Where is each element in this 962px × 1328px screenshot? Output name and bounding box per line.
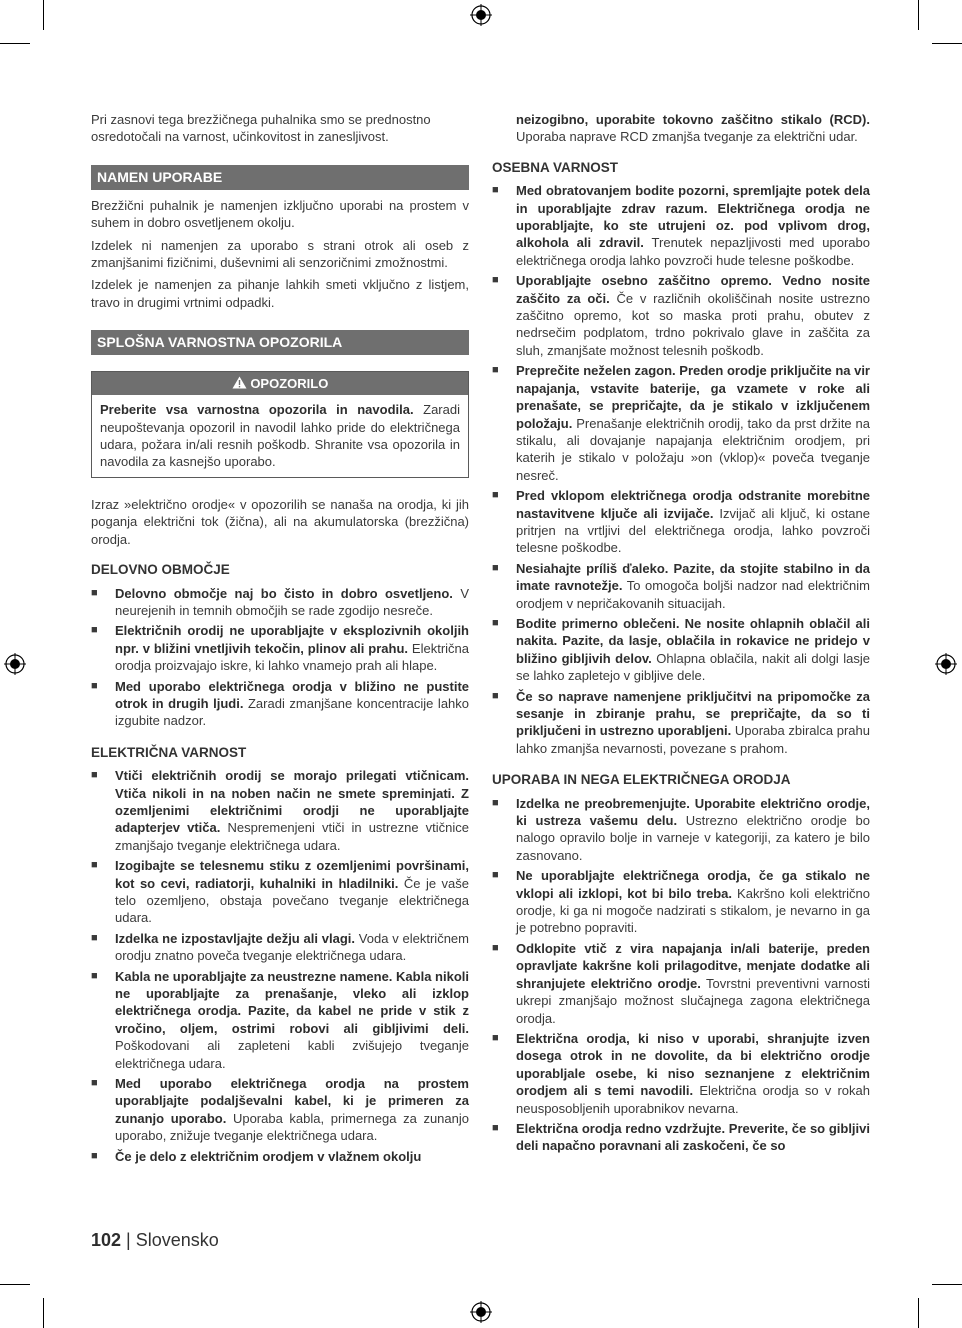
bullet-icon: ■ [492,489,499,502]
continued-text: neizogibno, uporabite tokovno zaščitno stikalo (RCD). Uporaba naprave RCD zmanjša tveganje za električni udar. [516,112,870,145]
osebna-list [492,182,870,757]
namen-paragraph: Izdelek ni namenjen za uporabo s strani otrok ali oseb z zmanjšanimi fizičnimi, duševnimi ali senzoričnimi zmožnostmi. [91,237,469,271]
bullet-icon: ■ [492,184,499,197]
bullet-icon: ■ [91,859,98,872]
bullet-icon: ■ [492,274,499,287]
bullet-icon: ■ [91,624,98,637]
bullet-icon: ■ [91,931,98,944]
list-item: ■ Izdelka ne preobremenjujte. Uporabite električno orodje, ki ustreza vašemu delu. Ustrezno električno orodje bo nalogo opravilo bolje in varneje v kategoriji, za katero je bilo zasnovano. [492,795,871,863]
list-item: ■ Pred vklopom električnega orodja odstranite morebitne nastavitvene ključe ali izvijače. Izvijač ali ključ, ki ostane pritrjen na vrtljivi del električnega orodja, lahko povzroči telesne poškodbe. [492,488,870,556]
registration-mark-icon [470,1301,492,1323]
bullet-icon: ■ [91,769,98,782]
warning-body [92,395,468,477]
registration-mark-icon [470,4,492,26]
namen-paragraph: Izdelek je namenjen za pihanje lahkih smeti vključno z listjem, travo in drugimi vrtnimi odpadki. [91,277,469,310]
list-item: ■ Kabla ne uporabljajte za neustrezne namene. Kabla nikoli ne uporabljajte za prenašanje, vleko ali izklop električnega orodja. Pazite, da kabel ne pride v stik z vročino, oljem, ostrimi robovi ali gibljivimi deli. Poškodovani ali zapleteni kabli zvišujejo tveganje električnega udara. [91,968,469,1071]
list-item: ■ Preprečite neželen zagon. Preden orodje priključite na vir napajanja, vstavite baterije, ga vzamete v roke ali prenašate, se prepričajte, da je stikalo v izključenem položaju. Prenašanje električnih orodij, tako da prst držite na stikalu, ali dovajanje napajanja električnim orodjem, pri katerih je stikalo v položaju »on (vklop)« poveča tveganje nesreč. [492,363,870,483]
warning-header [92,372,468,395]
list-item: ■ Če so naprave namenjene priključitvi na pripomočke za sesanje in zbiranje prahu, se prepričajte, da so ti priključeni in ustrezno uporabljeni. Uporaba zbiralca prahu lahko zmanjša nevarnosti, povezane s prahom. [492,688,870,756]
list-item: ■ Bodite primerno oblečeni. Ne nosite ohlapnih oblačil ali nakita. Pazite, da lasje, oblačila in rokavice ne pridejo v bližino gibljivih delov. Ohlapna oblačila, nakit ali dolgi lasje se lahko zapletejo v gibljive dele. [492,615,870,684]
bullet-icon: ■ [91,1077,98,1090]
delovno-list [91,585,469,730]
crop-mark [918,1298,919,1328]
subsection-title-delovno: DELOVNO OBMOČJE [91,562,230,578]
crop-mark [918,0,919,30]
warning-text: Zaradi neupoštevanja opozoril in navodil lahko pride do električnega udara, požara in/ali resnih poškodb. Shranite vsa opozorila in navodila za kasnejšo uporabo. [100,402,460,470]
footer-language: Slovensko [135,1230,219,1250]
warning-triangle-icon [232,376,247,389]
list-item: ■ Izogibajte se telesnemu stiku z ozemljenimi površinami, kot so cevi, radiatorji, kuhalniki in hladilniki. Če je vaše telo ozemljeno, obstaja povečano tveganje električnega udara. [91,858,469,926]
list-item: ■ Vtiči električnih orodij se morajo prilegati vtičnicam. Vtiča nikoli in na noben način ne smete spreminjati. Z ozemljenimi električnimi orodji ne uporabljajte adapterjev vtiča. Nespremenjeni vtiči in ustrezne vtičnice zmanjšajo tveganje električnega udara. [91,768,469,853]
crop-mark [43,0,44,30]
uporaba-list [492,795,870,1155]
bullet-icon: ■ [492,364,499,377]
bullet-icon: ■ [492,941,499,954]
list-item: ■ Električnih orodij ne uporabljajte v eksplozivnih okoljih npr. v bližini vnetljivih tekočin, plinov ali prahu. Električna orodja proizvajajo iskre, ki lahko vnamejo prah ali hlape. [91,623,469,674]
list-item: ■ Če je delo z električnim orodjem v vlažnem okolju [91,1148,422,1164]
list-item: ■ Električna orodja, ki niso v uporabi, shranjujte izven dosega otrok in ne dovolite, da bi električno orodje uporabljale osebe, ki niso seznanjene z električnim orodjem ali s temi navodili. Električna orodja so v rokah neusposobljenih uporabnikov nevarna. [492,1030,870,1116]
list-item: ■ Izdelka ne izpostavljajte dežju ali vlagi. Voda v električnem orodju znatno poveča tveganje električnega udara. [91,930,469,964]
warning-bold-text: Preberite vsa varnostna opozorila in navodila. [100,402,414,418]
crop-mark [0,1284,30,1285]
page-number: 102 [91,1230,122,1250]
bullet-icon: ■ [492,561,499,574]
left-column [91,111,469,1175]
section-title-namen: NAMEN UPORABE [91,165,469,190]
bullet-icon: ■ [492,1031,499,1044]
registration-mark-icon [935,653,957,675]
crop-mark [932,1284,962,1285]
page-footer [91,1230,219,1251]
list-item: ■ Med uporabo električnega orodja na prostem uporabljajte podaljševalni kabel, ki je primeren za zunanjo uporabo. Uporaba kabla, primernega za zunanjo uporabo, znižuje tveganje električnega udara. [91,1076,469,1144]
bullet-icon: ■ [492,689,499,702]
registration-mark-icon [4,653,26,675]
section-title-splosna: SPLOŠNA VARNOSTNA OPOZORILA [91,330,469,355]
bullet-icon: ■ [492,616,499,629]
izraz-paragraph: Izraz »električno orodje« v opozorilih se nanaša na orodja, ki jih poganja električni tok (žična), ali na akumulatorska (brezžična) orodja. [91,496,469,547]
list-item: ■ Delovno območje naj bo čisto in dobro osvetljeno. V neurejenih in temnih območjih se rade zgodijo nesreče. [91,585,469,618]
intro-text: Pri zasnovi tega brezžičnega puhalnika smo se prednostno osredotočali na varnost, učinkovitost in zanesljivost. [91,112,431,145]
right-column [492,111,870,1165]
bullet-icon: ■ [91,586,98,599]
crop-mark [43,1298,44,1328]
bullet-icon: ■ [91,1149,98,1162]
crop-mark [0,43,30,44]
list-item: ■ Uporabljajte osebno zaščitno opremo. Vedno nosite zaščito za oči. Če v različnih okoliščinah nosite ustrezno zaščitno opremo, kot so maska proti prahu, obutev z nedrsečim podplatom, trdno pokrivalo glave in zaščita za sluh, zmanjšate možnost telesnih poškodb. [492,273,870,358]
subsection-title-osebna: OSEBNA VARNOST [492,159,619,175]
list-item: ■ Odklopite vtič z vira napajanja in/ali baterije, preden opravljate kakršne koli prilagoditve, menjate dodatke ali shranjujete električno orodje. Tovrstni preventivni varnosti ukrepi zmanjšajo možnost slučajnega zagona električnega orodja. [492,940,871,1026]
namen-paragraph: Brezžični puhalnik je namenjen izključno uporabi na prostem v suhem in dobro osvetljenem okolju. [91,197,469,231]
elektricna-list [91,767,469,1165]
list-item: ■ Med obratovanjem bodite pozorni, spremljajte potek dela in uporabljajte zdrav razum. Električnega orodja ne uporabljajte, ko ste utrujeni oz. pod vplivom drog, alkohola ali zdravil. Trenutek nepazljivosti med uporabo električnega orodja lahko povzroči hude telesne poškodbe. [492,183,870,268]
bullet-icon: ■ [492,796,499,809]
bullet-icon: ■ [492,869,499,882]
bullet-icon: ■ [91,679,98,692]
warning-box [91,371,469,478]
list-item: ■ Električna orodja redno vzdržujte. Preverite, če so gibljivi deli napačno poravnani ali zaskočeni, če so [492,1120,870,1154]
bullet-icon: ■ [91,969,98,982]
subsection-title-uporaba: UPORABA IN NEGA ELEKTRIČNEGA ORODJA [492,772,791,788]
warning-title: OPOZORILO [250,376,329,392]
crop-mark [932,43,962,44]
list-item: ■ Nesiahajte príliš ďaleko. Pazite, da stojite stabilno in da imate ravnotežje. To omogoča boljši nadzor nad električnim orodjem v nepričakovanih situacijah. [492,560,870,611]
list-item: ■ Ne uporabljajte električnega orodja, če ga stikalo ne vklopi ali izklopi, kot bi bilo treba. Kakršno koli električno orodje, ki ga ni mogoče nadzirati s stikalom, je nevarno in ga je potrebno popraviti. [492,868,871,936]
list-item: ■ Med uporabo električnega orodja v bližino ne pustite otrok in drugih ljudi. Zaradi zmanjšane koncentracije lahko izgubite nadzor. [91,678,470,729]
subsection-title-elektricna: ELEKTRIČNA VARNOST [91,744,247,760]
bullet-icon: ■ [492,1121,499,1134]
footer-separator: | [121,1230,136,1250]
